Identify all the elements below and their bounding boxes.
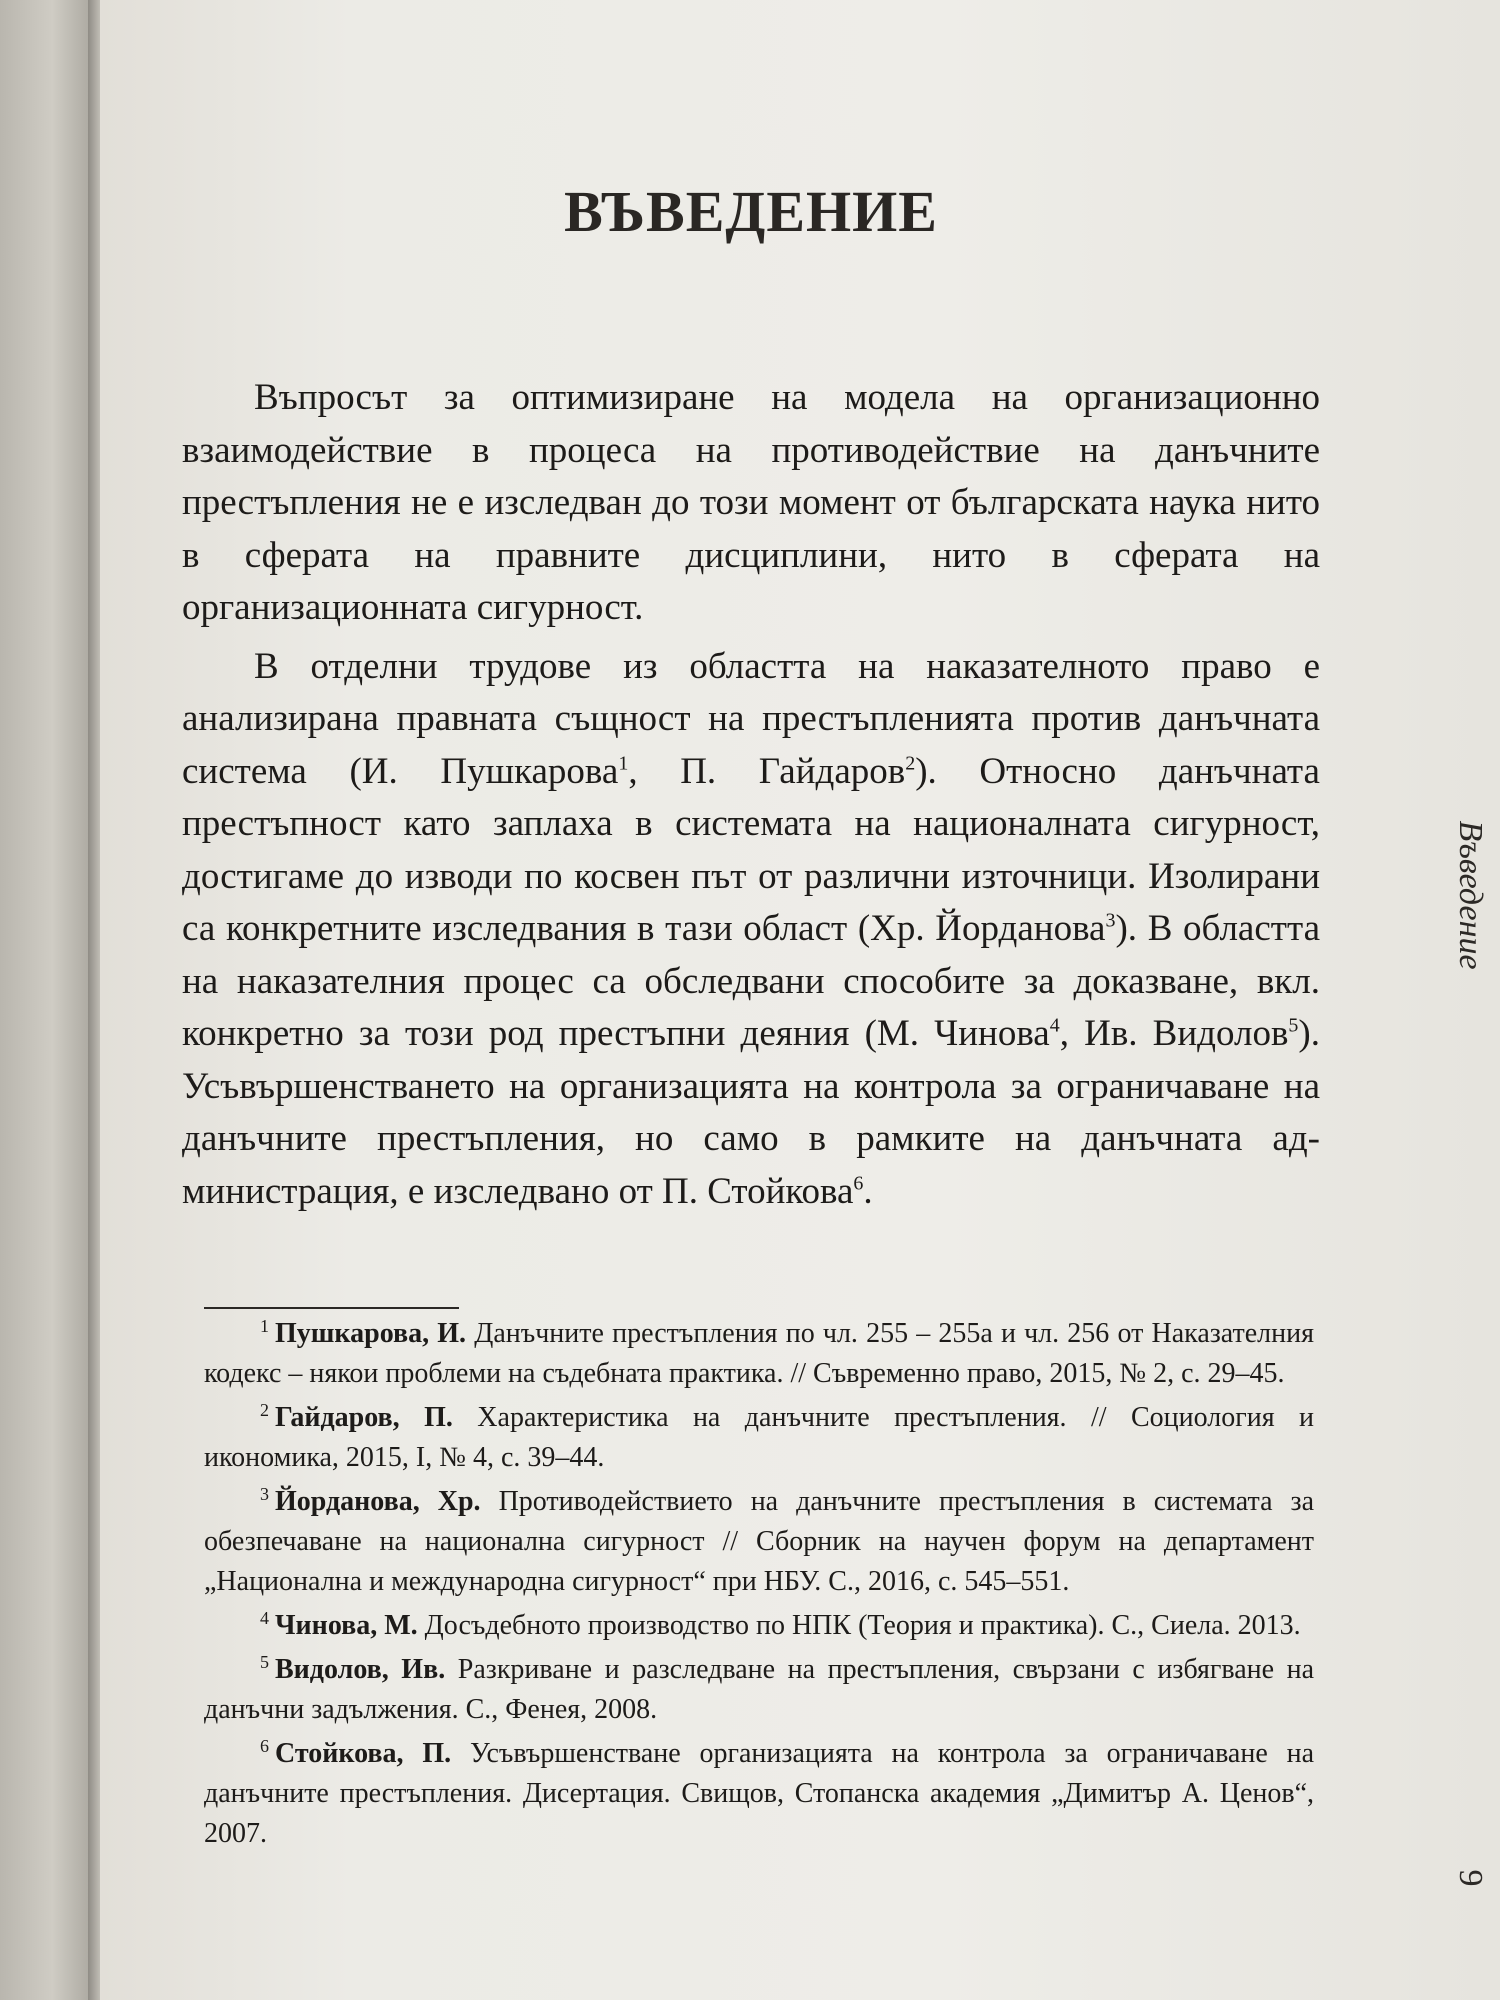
body-paragraph [182,372,1320,635]
footnote-text: Характеристика на данъчните престъпления. // Социология и икономика, 2015, I, № 4, с. 39–44. [204,1402,1314,1473]
body-text-segment: ). В областта на наказателния процес са обследвани способите за доказване, вкл. конкретно за този род престъпни деяния (М. Чинова [182,908,1320,1054]
footnote-number: 6 [260,1735,269,1756]
footnote-item [204,1314,1314,1394]
footnote-number: 5 [260,1651,269,1672]
footnote-separator [204,1307,459,1309]
body-text-segment: ). Усъвършенстването на организацията на контрола за ограничаване на данъчните престъпления, но само в рамките на данъчната администрация, е изследвано от П. Стойкова [182,1013,1320,1212]
footnote-number: 1 [260,1315,269,1336]
footnote-item [204,1650,1314,1730]
footnote-reference: 2 [905,752,916,775]
footnote-author: Пушкарова, И. [275,1318,467,1349]
footnote-item [204,1606,1314,1646]
footnote-text: Данъчните престъпления по чл. 255 – 255а и чл. 256 от Наказателния кодекс – някои проблеми на съдебната практика. // Съвременно право, 2015, № 2, с. 29–45. [204,1318,1314,1389]
running-head: Въведение [1452,820,1489,970]
body-text-segment: В отделни трудове из областта на наказателното право е анализирана правната същност на престъпленията против данъчната система (И. Пушкарова [182,645,1320,792]
footnote-reference: 3 [1105,909,1116,932]
body-text-segment: , Ив. Видолов [1059,1013,1289,1054]
body-text [182,372,1320,1224]
page-number: 9 [1452,1869,1489,1887]
body-paragraph [182,641,1320,1219]
footnote-item [204,1398,1314,1478]
footnote-number: 4 [260,1607,269,1628]
footnote-author: Видолов, Ив. [275,1654,446,1685]
footnote-reference: 6 [853,1172,864,1195]
footnote-item [204,1734,1314,1854]
footnote-number: 2 [260,1399,269,1420]
footnote-reference: 1 [618,752,629,775]
footnote-author: Стойкова, П. [275,1738,452,1769]
footnotes [204,1314,1314,1858]
footnote-text: Досъдебното производство по НПК (Теория и практика). С., Сиела. 2013. [424,1610,1301,1641]
footnote-item [204,1482,1314,1602]
footnote-author: Чинова, М. [275,1610,418,1641]
book-page [100,0,1500,2000]
body-text-segment: , П. Гайдаров [628,750,906,792]
footnote-reference: 4 [1049,1014,1060,1037]
footnote-text: Разкриване и разследване на престъпления, свързани с избягване на данъчни задължения. С., Фенея, 2008. [204,1654,1315,1725]
footnote-author: Гайдаров, П. [275,1402,453,1433]
footnote-text: Усъвършенстване организацията на контрола за ограничаване на данъчните престъпления. Дисертация. Свищов, Стопанска академия „Димитър А. Ценов“, 2007. [204,1738,1314,1849]
footnote-author: Йорданова, Хр. [275,1486,481,1517]
body-text-segment: ). Относно данъчната престъпност като заплаха в системата на националната сигурност, достигаме до изводи по косвен път от различни източници. Изолирани са конкретните изследвания в тази област (Хр. Йорданова [182,750,1320,949]
footnote-number: 3 [260,1483,269,1504]
body-text-segment: Въпросът за оптимизиране на модела на организационно взаимодействие в процеса на противодействие на данъчните престъпления не е изследван до този момент от българската наука нито в сферата на правните дисциплини, нито в сферата на организационната сигурност. [182,377,1320,628]
chapter-title: ВЪВЕДЕНИЕ [564,179,938,244]
body-text-segment: . [863,1170,873,1212]
footnote-reference: 5 [1288,1014,1299,1037]
facing-page-edge [0,0,95,2000]
footnote-text: Противодействието на данъчните престъпления в системата за обезпечаване на национална сигурност // Сборник на научен форум на департамент „Национална и международна сигурност“ при НБУ. С., 2016, с. 545–551. [204,1486,1315,1597]
